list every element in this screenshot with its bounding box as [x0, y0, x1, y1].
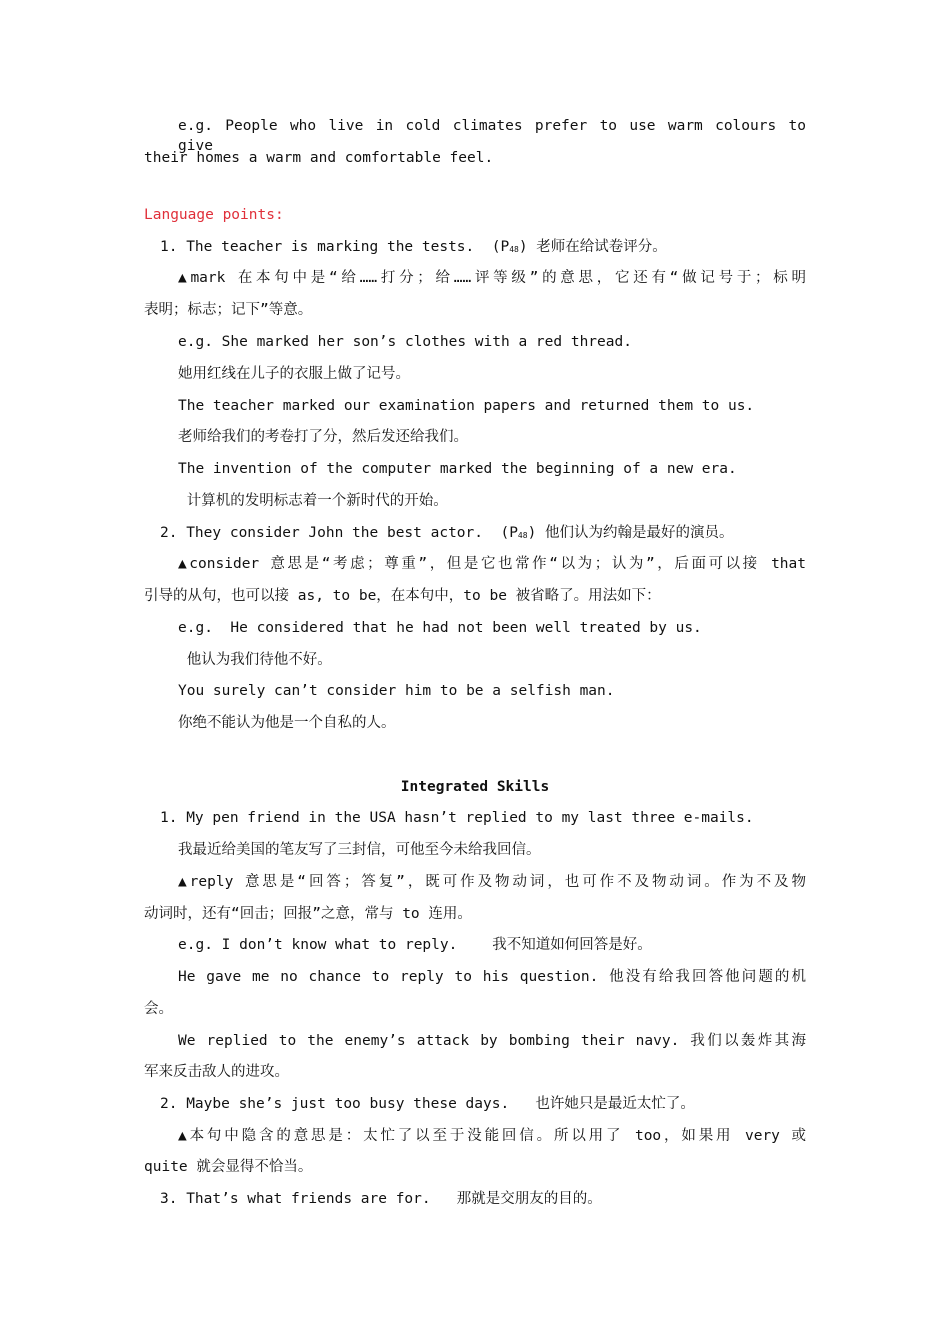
language-point-2-note-line-2: 引导的从句，也可以接 as, to be，在本句中，to be 被省略了。用法如下： — [144, 588, 661, 604]
language-point-1-example: 她用红线在儿子的衣服上做了记号。 — [178, 366, 410, 382]
integrated-skills-heading: Integrated Skills — [400, 779, 550, 795]
skill-item-1-example-2-line-1: He gave me no chance to reply to his question. 他没有给我回答他问题的机 — [178, 969, 806, 985]
skill-item-3-sentence: 3. That’s what friends are for. 那就是交朋友的目的。 — [160, 1191, 602, 1207]
skill-item-2-sentence: 2. Maybe she’s just too busy these days. 也许她只是最近太忙了。 — [160, 1096, 695, 1112]
language-point-1-note-line-2: 表明；标志；记下”等意。 — [144, 302, 313, 318]
language-point-2-page-number: 48 — [517, 531, 528, 540]
skill-item-1-translation: 我最近给美国的笔友写了三封信，可他至今未给我回信。 — [178, 842, 541, 858]
skill-item-2-note-line-1: ▲本句中隐含的意思是：太忙了以至于没能回信。所以用了 too，如果用 very 或 — [178, 1128, 806, 1144]
language-point-1-note-line-1: ▲mark 在本句中是“给……打分；给……评等级”的意思，它还有“做记号于；标明 — [178, 270, 806, 286]
skill-item-1-example-3-line-2: 军来反击敌人的进攻。 — [144, 1064, 289, 1080]
language-point-1-example: e.g. She marked her son’s clothes with a red thread. — [178, 334, 632, 350]
language-point-1-example: The invention of the computer marked the beginning of a new era. — [178, 461, 737, 477]
language-point-2 — [144, 523, 822, 543]
language-point-1-example: 老师给我们的考卷打了分，然后发还给我们。 — [178, 429, 468, 445]
intro-example-line-1: e.g. People who live in cold climates prefer to use warm colours to give — [178, 118, 806, 154]
language-points-heading: Language points: — [144, 207, 284, 223]
language-point-2-translation: ) 他们认为约翰是最好的演员。 — [527, 525, 734, 541]
language-point-2-example: e.g. He considered that he had not been well treated by us. — [178, 620, 702, 636]
language-point-1-translation: ) 老师在给试卷评分。 — [518, 239, 667, 255]
skill-item-1-note-line-2: 动词时，还有“回击；回报”之意，常与 to 连用。 — [144, 906, 472, 922]
language-point-1-example: 计算机的发明标志着一个新时代的开始。 — [178, 493, 448, 509]
language-point-2-note-line-1: ▲consider 意思是“考虑；尊重”，但是它也常作“以为；认为”，后面可以接 that — [178, 556, 806, 572]
skill-item-1-sentence: 1. My pen friend in the USA hasn’t replied to my last three e-mails. — [160, 810, 754, 826]
language-point-2-example: 他认为我们待他不好。 — [178, 652, 332, 668]
language-point-1 — [144, 237, 822, 257]
intro-example-line-2: their homes a warm and comfortable feel. — [144, 150, 494, 166]
language-point-1-sentence: 1. The teacher is marking the tests. (P — [160, 239, 510, 255]
skill-item-1-example-1: e.g. I don’t know what to reply. 我不知道如何回答是好。 — [178, 937, 652, 953]
skill-item-1-example-2-line-2: 会。 — [144, 1001, 173, 1017]
language-point-1-page-number: 48 — [509, 245, 519, 254]
skill-item-1-note-line-1: ▲reply 意思是“回答；答复”，既可作及物动词，也可作不及物动词。作为不及物 — [178, 874, 806, 890]
language-point-2-example: You surely can’t consider him to be a selfish man. — [178, 683, 615, 699]
language-point-2-example: 你绝不能认为他是一个自私的人。 — [178, 715, 396, 731]
language-point-1-example: The teacher marked our examination papers and returned them to us. — [178, 398, 755, 414]
skill-item-1-example-3-line-1: We replied to the enemy’s attack by bombing their navy. 我们以轰炸其海 — [178, 1033, 806, 1049]
skill-item-2-note-line-2: quite 就会显得不恰当。 — [144, 1159, 313, 1175]
language-point-2-sentence: 2. They consider John the best actor. (P — [160, 525, 518, 541]
